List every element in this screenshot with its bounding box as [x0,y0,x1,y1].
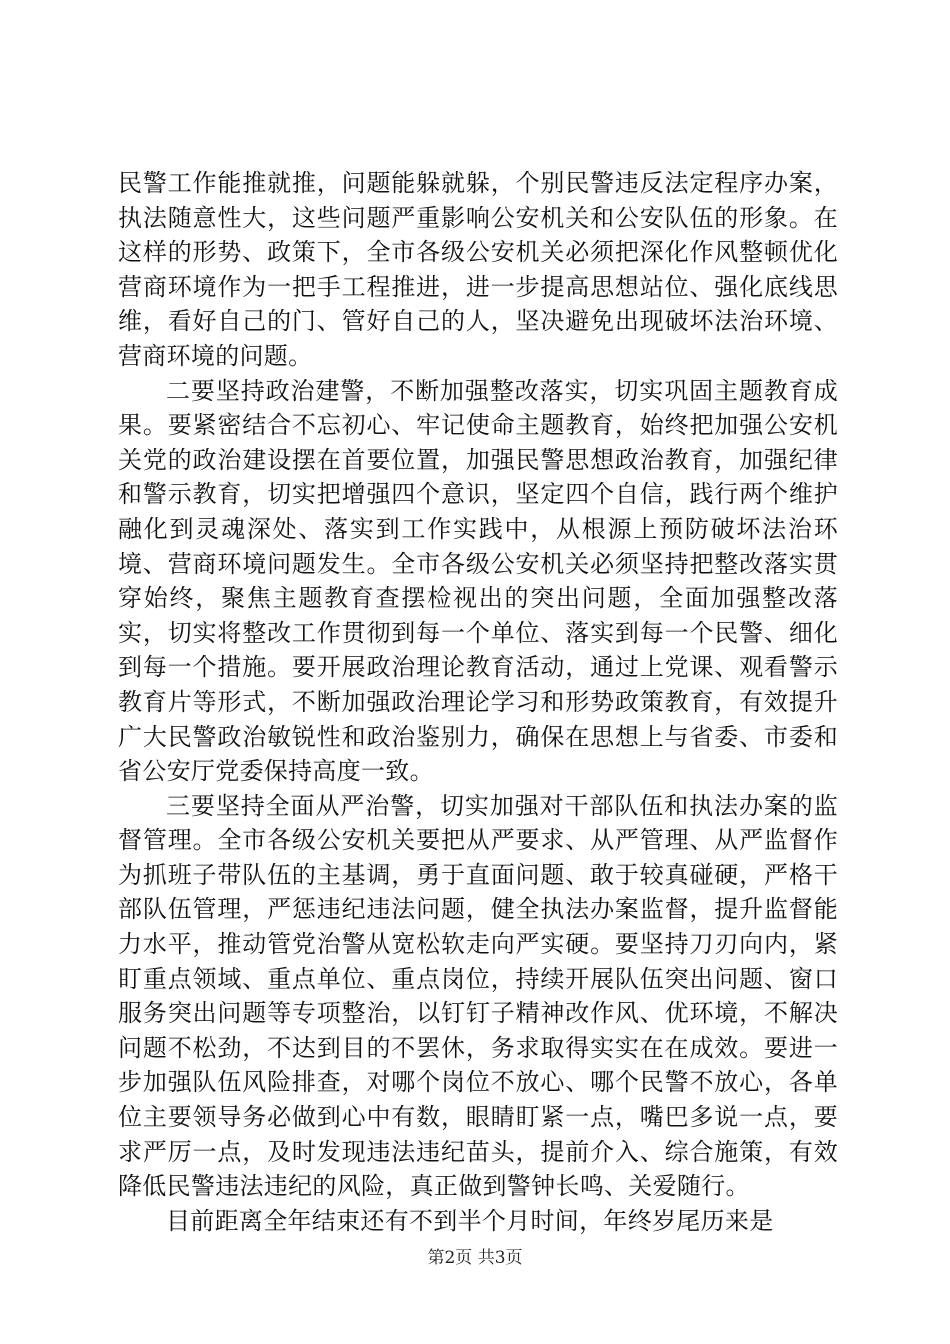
document-body [118,166,838,1238]
paragraph-year-end: 目前距离全年结束还有不到半个月时间，年终岁尾历来是 [166,1206,774,1235]
paragraph-continuation: 民警工作能推就推，问题能躲就躲，个别民警违反法定程序办案，执法随意性大，这些问题严重影响公安机关和公安队伍的形象。在这样的形势、政策下，全市各级公安机关必须把深化作风整顿优化营商环境作为一把手工程推进，进一步提高思想站位、强化底线思维，看好自己的门、管好自己的人，坚决避免出现破坏法治环境、营商环境的问题。 [118,169,838,370]
page-number-footer: 第2页 共3页 [427,1248,523,1268]
paragraph-strict-governance: 三要坚持全面从严治警，切实加强对干部队伍和执法办案的监督管理。全市各级公安机关要把从严要求、从严管理、从严监督作为抓班子带队伍的主基调，勇于直面问题、敢于较真碰硬，严格干部队伍管理，严惩违纪违法问题，健全执法办案监督，提升监督能力水平，推动管党治警从宽松软走向严实硬。要坚持刀刃向内，紧盯重点领域、重点单位、重点岗位，持续开展队伍突出问题、窗口服务突出问题等专项整治，以钉钉子精神改作风、优环境，不解决问题不松劲，不达到目的不罢休，务求取得实实在在成效。要进一步加强队伍风险排查，对哪个岗位不放心、哪个民警不放心，各单位主要领导务必做到心中有数，眼睛盯紧一点，嘴巴多说一点，要求严厉一点，及时发现违法违纪苗头，提前介入、综合施策，有效降低民警违法违纪的风险，真正做到警钟长鸣、关爱随行。 [118,791,838,1201]
paragraph-political-building: 二要坚持政治建警，不断加强整改落实，切实巩固主题教育成果。要紧密结合不忘初心、牢记使命主题教育，始终把加强公安机关党的政治建设摆在首要位置，加强民警思想政治教育，加强纪律和警示教育，切实把增强四个意识，坚定四个自信，践行两个维护融化到灵魂深处、落实到工作实践中，从根源上预防破坏法治环境、营商环境问题发生。全市各级公安机关必须坚持把整改落实贯穿始终，聚焦主题教育查摆检视出的突出问题，全面加强整改落实，切实将整改工作贯彻到每一个单位、落实到每一个民警、细化到每一个措施。要开展政治理论教育活动，通过上党课、观看警示教育片等形式，不断加强政治理论学习和形势政策教育，有效提升广大民警政治敏锐性和政治鉴别力，确保在思想上与省委、市委和省公安厅党委保持高度一致。 [118,376,838,786]
